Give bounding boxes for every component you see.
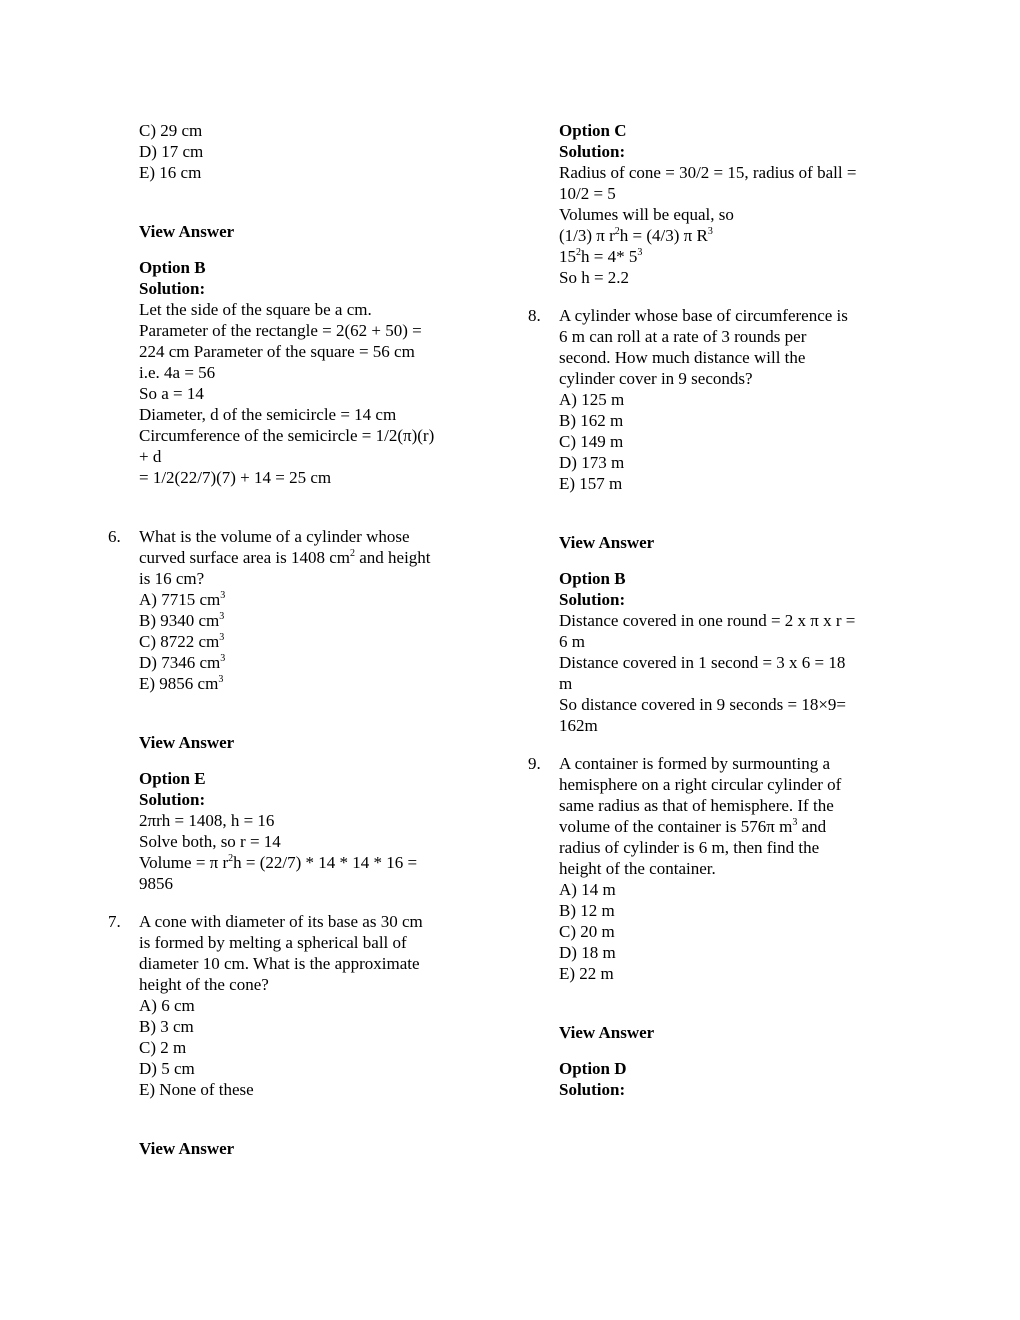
solution-line: 6 m xyxy=(559,632,585,651)
question-number: 8. xyxy=(528,306,541,325)
option-c: C) 8722 $cm^3$ xyxy=(139,632,225,651)
solution-line: Distance covered in one round = 2 x π x r = xyxy=(559,611,856,630)
view-answer-link[interactable]: View Answer xyxy=(559,1023,655,1042)
option-e: E) None of these xyxy=(139,1080,254,1099)
answer-option: Option C xyxy=(559,121,627,140)
question-7-answer xyxy=(528,120,908,288)
solution-line: Diameter, d of the semicircle = 14 cm xyxy=(139,405,397,424)
question-text: hemisphere on a right circular cylinder of xyxy=(559,775,842,794)
option-e: E) 9856 $cm^3$ xyxy=(139,674,224,693)
view-answer-link[interactable]: View Answer xyxy=(139,222,235,241)
option-a: A) 6 cm xyxy=(139,996,195,1015)
option-b: B) 3 cm xyxy=(139,1017,194,1036)
solution-label: Solution: xyxy=(139,279,206,298)
question-5-tail xyxy=(108,120,488,488)
option-d: D) 173 m xyxy=(559,453,625,472)
question-text: A cylinder whose base of circumference is xyxy=(559,306,848,325)
answer-option: Option B xyxy=(139,258,206,277)
answer-option: Option D xyxy=(559,1059,627,1078)
solution-line: Let the side of the square be a cm. xyxy=(139,300,372,319)
solution-line: m xyxy=(559,674,573,693)
option-b: B) 162 m xyxy=(559,411,624,430)
question-number: 6. xyxy=(108,527,121,546)
question-number: 9. xyxy=(528,754,541,773)
option-c: C) 2 m xyxy=(139,1038,187,1057)
right-column xyxy=(528,120,908,1100)
question-text: radius of cylinder is 6 m, then find the xyxy=(559,838,820,857)
question-text: volume of the container is 576π $m^3$ and xyxy=(559,817,827,836)
answer-option: Option E xyxy=(139,769,206,788)
left-column xyxy=(108,120,488,1159)
solution-line: 10/2 = 5 xyxy=(559,184,616,203)
option-c: C) 29 cm xyxy=(139,121,203,140)
solution-label: Solution: xyxy=(559,1080,626,1099)
solution-label: Solution: xyxy=(559,590,626,609)
solution-line: So distance covered in 9 seconds = 18×9= xyxy=(559,695,847,714)
option-d: D) 7346 $cm^3$ xyxy=(139,653,226,672)
solution-line: Solve both, so r = 14 xyxy=(139,832,281,851)
solution-line: 2πrh = 1408, h = 16 xyxy=(139,811,275,830)
question-text: curved surface area is 1408 $cm^2$ and height xyxy=(139,548,431,567)
question-6 xyxy=(108,526,488,894)
option-a: A) 125 m xyxy=(559,390,625,409)
solution-line: Radius of cone = 30/2 = 15, radius of ball = xyxy=(559,163,857,182)
solution-line: Volume = π $r^2h = (22/7) * 14 * 14 * 16$ = xyxy=(139,853,418,872)
question-text: is formed by melting a spherical ball of xyxy=(139,933,407,952)
solution-line: 9856 xyxy=(139,874,173,893)
option-d: D) 5 cm xyxy=(139,1059,195,1078)
solution-line: So a = 14 xyxy=(139,384,204,403)
question-text: second. How much distance will the xyxy=(559,348,806,367)
question-text: is 16 cm? xyxy=(139,569,205,588)
question-text: What is the volume of a cylinder whose xyxy=(139,527,410,546)
solution-line: $15^2h = 4*$ $5^3$ xyxy=(559,247,643,266)
view-answer-link[interactable]: View Answer xyxy=(559,533,655,552)
option-a: A) 7715 $cm^3$ xyxy=(139,590,226,609)
option-e: E) 157 m xyxy=(559,474,623,493)
solution-line: i.e. 4a = 56 xyxy=(139,363,216,382)
solution-line: Circumference of the semicircle = 1/2(π)(r) xyxy=(139,426,435,445)
question-text: same radius as that of hemisphere. If the xyxy=(559,796,834,815)
option-c: C) 20 m xyxy=(559,922,615,941)
solution-line: Distance covered in 1 second = 3 x 6 = 18 xyxy=(559,653,846,672)
option-d: D) 18 m xyxy=(559,943,616,962)
question-8 xyxy=(528,305,908,736)
option-c: C) 149 m xyxy=(559,432,624,451)
option-d: D) 17 cm xyxy=(139,142,204,161)
question-text: A cone with diameter of its base as 30 cm xyxy=(139,912,423,931)
question-7 xyxy=(108,911,488,1159)
solution-line: Parameter of the rectangle = 2(62 + 50) = xyxy=(139,321,422,340)
solution-line: 162m xyxy=(559,716,598,735)
question-text: height of the cone? xyxy=(139,975,269,994)
view-answer-link[interactable]: View Answer xyxy=(139,733,235,752)
view-answer-link[interactable]: View Answer xyxy=(139,1139,235,1158)
solution-line: = 1/2(22/7)(7) + 14 = 25 cm xyxy=(139,468,332,487)
solution-line: Volumes will be equal, so xyxy=(559,205,734,224)
question-text: diameter 10 cm. What is the approximate xyxy=(139,954,420,973)
option-b: B) 12 m xyxy=(559,901,615,920)
option-a: A) 14 m xyxy=(559,880,616,899)
solution-label: Solution: xyxy=(139,790,206,809)
answer-option: Option B xyxy=(559,569,626,588)
question-number: 7. xyxy=(108,912,121,931)
question-9 xyxy=(528,753,908,1100)
solution-label: Solution: xyxy=(559,142,626,161)
option-e: E) 22 m xyxy=(559,964,614,983)
solution-line: So h = 2.2 xyxy=(559,268,630,287)
question-text: height of the container. xyxy=(559,859,716,878)
option-e: E) 16 cm xyxy=(139,163,202,182)
solution-line: (1/3) π $r^2h = (4/3)$ π $R^3$ xyxy=(559,226,713,245)
question-text: A container is formed by surmounting a xyxy=(559,754,831,773)
solution-line: 224 cm Parameter of the square = 56 cm xyxy=(139,342,415,361)
question-text: cylinder cover in 9 seconds? xyxy=(559,369,753,388)
question-text: 6 m can roll at a rate of 3 rounds per xyxy=(559,327,807,346)
solution-line: + d xyxy=(139,447,162,466)
option-b: B) 9340 $cm^3$ xyxy=(139,611,225,630)
